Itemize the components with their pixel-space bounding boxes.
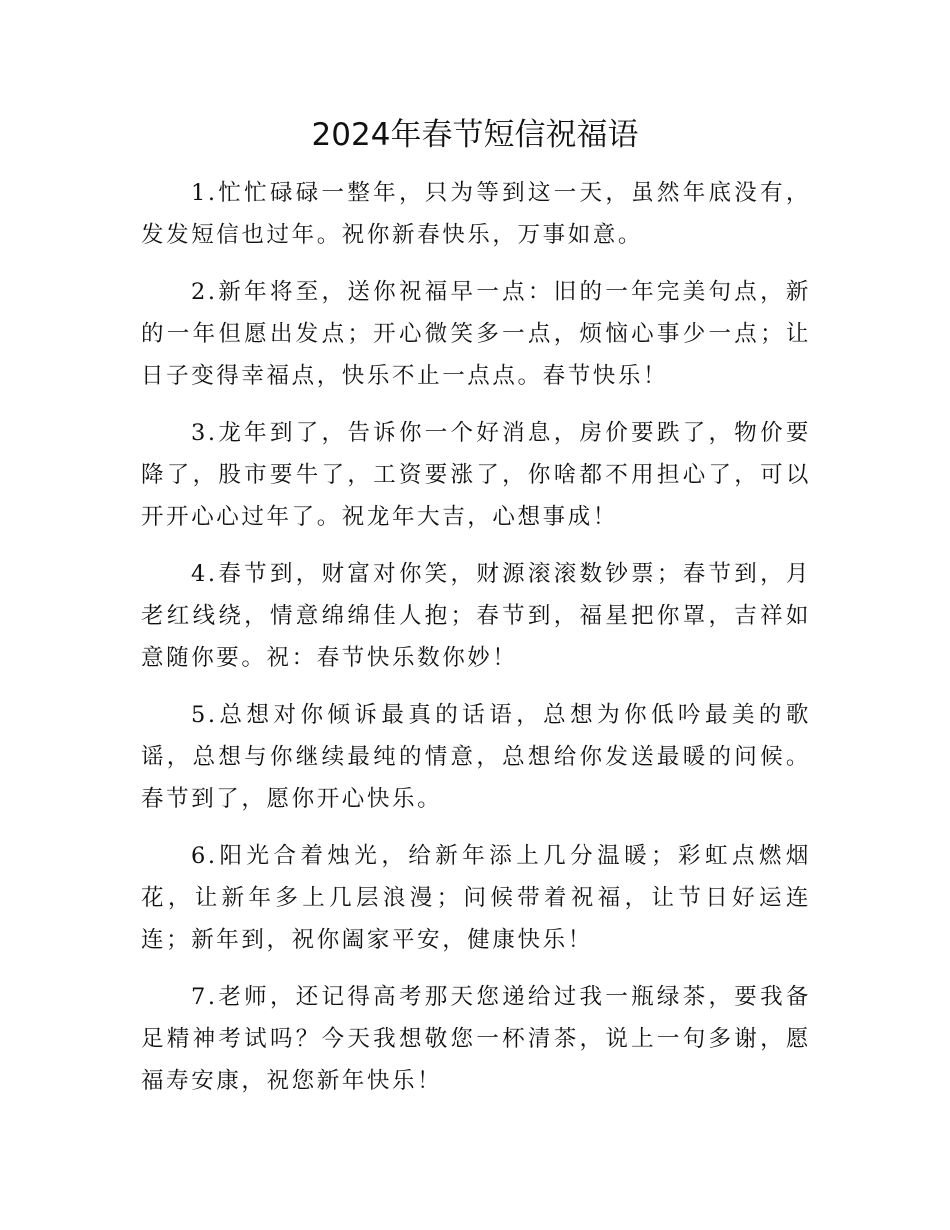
paragraph-4: 4.春节到，财富对你笑，财源滚滚数钞票；春节到，月老红线绕，情意绵绵佳人抱；春节到，福星把你罩，吉祥如意随你要。祝：春节快乐数你妙！: [141, 561, 811, 671]
document-body: [141, 172, 811, 1117]
paragraph-5: 5.总想对你倾诉最真的话语，总想为你低吟最美的歌谣，总想与你继续最纯的情意，总想给你发送最暖的问候。春节到了，愿你开心快乐。: [141, 702, 811, 812]
paragraph-7: 7.老师，还记得高考那天您递给过我一瓶绿茶，要我备足精神考试吗？今天我想敬您一杯清茶，说上一句多谢，愿福寿安康，祝您新年快乐！: [141, 984, 811, 1094]
paragraph-2: 2.新年将至，送你祝福早一点：旧的一年完美句点，新的一年但愿出发点；开心微笑多一点，烦恼心事少一点；让日子变得幸福点，快乐不止一点点。春节快乐！: [141, 279, 811, 389]
paragraph-6: 6.阳光合着烛光，给新年添上几分温暖；彩虹点燃烟花，让新年多上几层浪漫；问候带着祝福，让节日好运连连；新年到，祝你阖家平安，健康快乐！: [141, 843, 811, 953]
document-title: 2024年春节短信祝福语: [311, 117, 639, 153]
paragraph-3: 3.龙年到了，告诉你一个好消息，房价要跌了，物价要降了，股市要牛了，工资要涨了，你啥都不用担心了，可以开开心心过年了。祝龙年大吉，心想事成！: [141, 420, 811, 530]
paragraph-1: 1.忙忙碌碌一整年，只为等到这一天，虽然年底没有，发发短信也过年。祝你新春快乐，万事如意。: [141, 180, 811, 248]
